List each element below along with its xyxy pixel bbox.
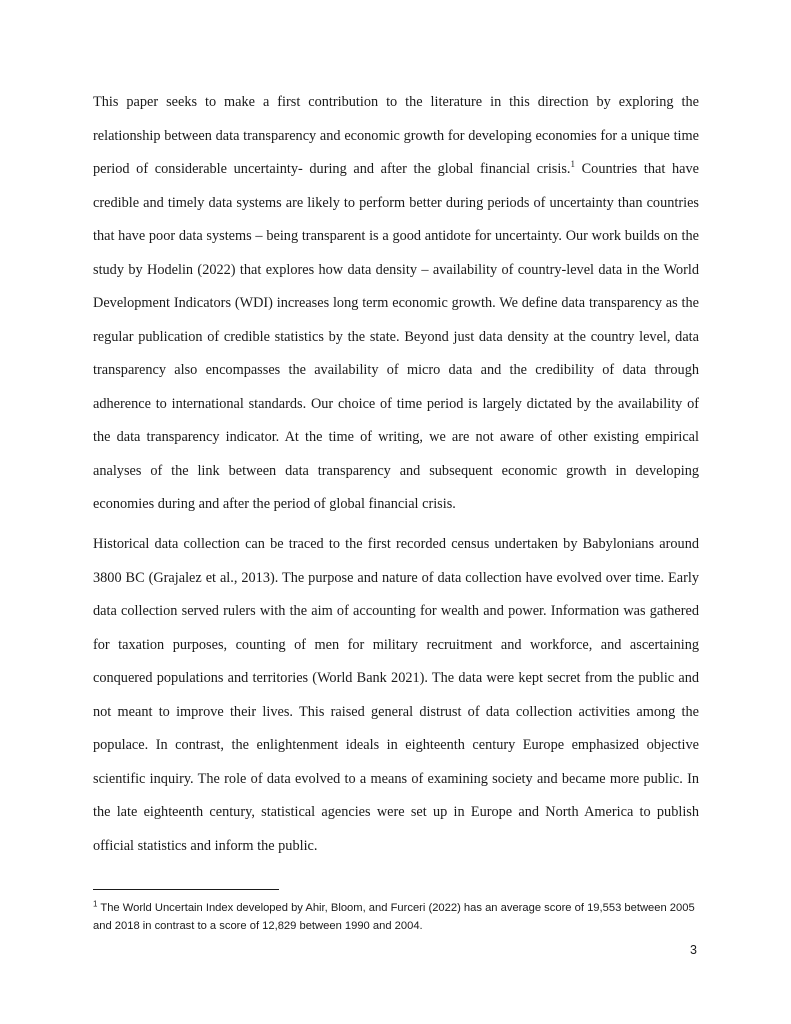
paragraph-1-text-end: Countries that have credible and timely data systems are likely to perform better during periods of uncertainty than countries that have poor data systems – being transparent is a good antidote for uncertainty. Our work builds on the study by Hodelin (2022) that explores how data density – availability of country-level data in the World Development Indicators (WDI) increases long term economic growth. We define data transparency as the regular publication of credible statistics by the state. Beyond just data density at the country level, data transparency also encompasses the availability of micro data and the credibility of data through adherence to international standards. Our choice of time period is largely dictated by the availability of the data transparency indicator. At the time of writing, we are not aware of other existing empirical analyses of the link between data transparency and subsequent economic growth in developing economies during and after the period of global financial crisis. xyxy=(93,161,699,512)
footnote-text: The World Uncertain Index developed by Ahir, Bloom, and Furceri (2022) has an average score of 19,553 between 2005 and 2018 in contrast to a score of 12,829 between 1990 and 2004. xyxy=(93,902,695,932)
page-number: 3 xyxy=(690,943,697,957)
body-paragraph-1 xyxy=(93,86,699,522)
body-paragraph-2: Historical data collection can be traced to the first recorded census undertaken by Babylonians around 3800 BC (Grajalez et al., 2013). The purpose and nature of data collection have evolved over time. Early data collection served rulers with the aim of accounting for wealth and power. Information was gathered for taxation purposes, counting of men for military recruitment and workforce, and ascertaining conquered populations and territories (World Bank 2021). The data were kept secret from the public and not meant to improve their lives. This raised general distrust of data collection activities among the populace. In contrast, the enlightenment ideals in eighteenth century Europe emphasized objective scientific inquiry. The role of data evolved to a means of examining society and became more public. In the late eighteenth century, statistical agencies were set up in Europe and North America to publish official statistics and inform the public. xyxy=(93,536,699,854)
footnote-number: 1 xyxy=(93,899,98,909)
footnote-reference-1[interactable]: 1 xyxy=(570,159,575,170)
footnote-separator xyxy=(93,889,279,890)
footnote-1 xyxy=(93,899,699,935)
paragraph-1-text-start: This paper seeks to make a first contribution to the literature in this direction by exploring the relationship between data transparency and economic growth for developing economies for a unique time period of considerable uncertainty- during and after the global financial crisis. xyxy=(93,94,699,177)
